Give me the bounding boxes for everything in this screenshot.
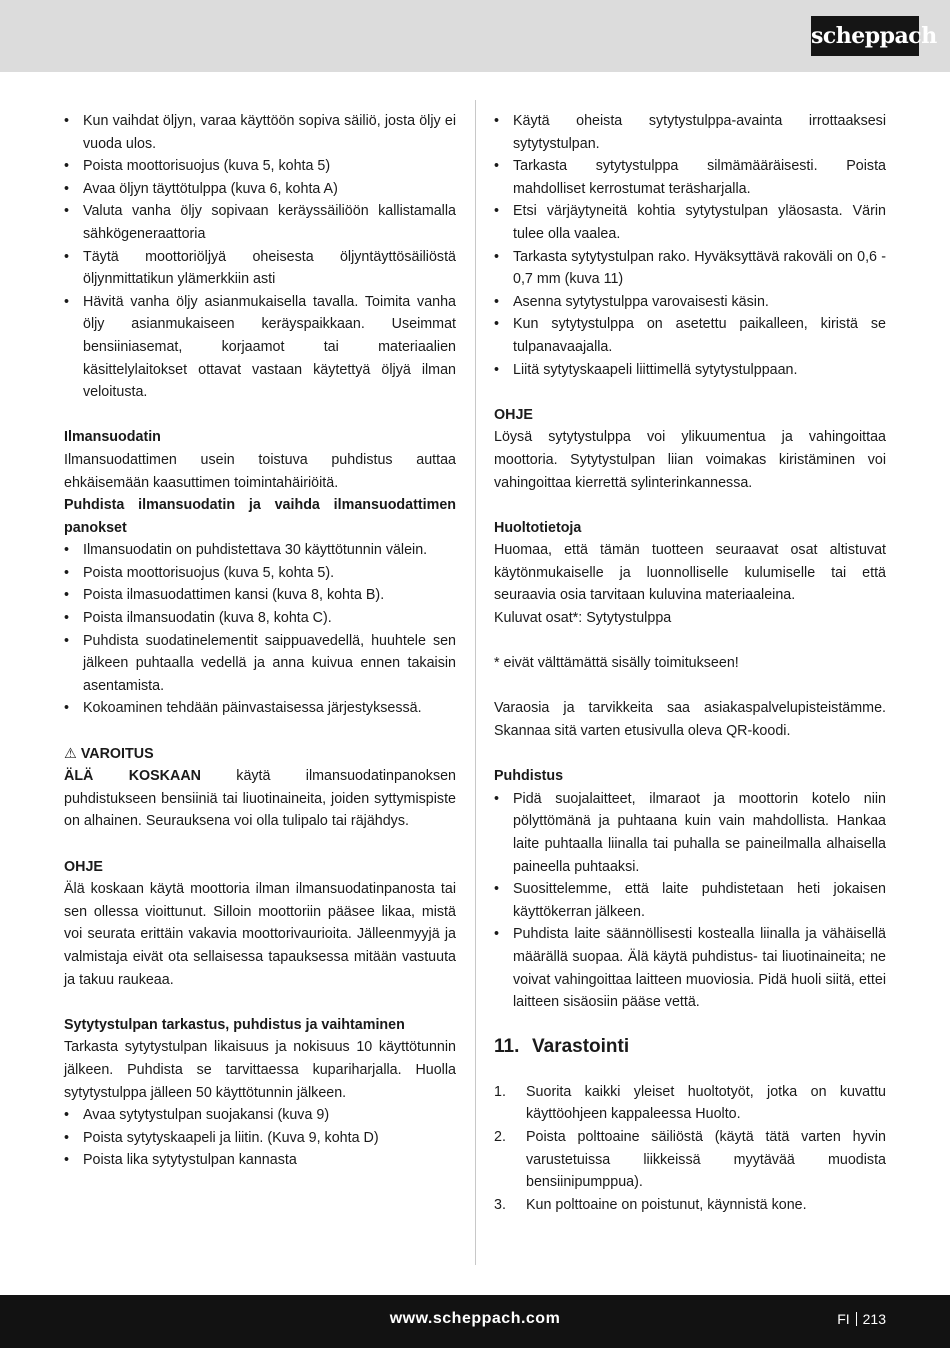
page-number: 213: [862, 1311, 886, 1327]
list-item: • Puhdista laite säännöllisesti kostealla liinalla ja vähäisellä määrällä suopaa. Älä käytä puhdistus- tai liuotinaineita; ne voivat vahingoittaa laitteen muoviosia. Pidä huoli siitä, ettei laitteen sisäosiin pääse vettä.: [494, 923, 886, 1013]
list-item: • Kun sytytystulppa on asetettu paikalleen, kiristä se tulpanavaajalla.: [494, 313, 886, 358]
list-item: • Täytä moottoriöljyä oheisesta öljyntäyttösäiliöstä öljynmittatikun ylämerkkiin asti: [64, 246, 456, 291]
language-code: FI: [837, 1311, 850, 1327]
list-item: • Poista ilmansuodatin (kuva 8, kohta C).: [64, 607, 456, 630]
list-item: • Puhdista suodatinelementit saippuavedellä, huuhtele sen jälkeen puhtaalla vedellä ja anna kuivua ennen takaisin asentamista.: [64, 630, 456, 698]
warning-triangle-icon: ⚠: [64, 745, 77, 762]
column-divider: [475, 100, 476, 1265]
list-item: • Kokoaminen tehdään päinvastaisessa järjestyksessä.: [64, 697, 456, 720]
cleaning-list: [494, 788, 886, 1014]
header-band: [0, 0, 950, 72]
list-item: • Pidä suojalaitteet, ilmaraot ja moottorin kotelo niin pölyttömänä ja puhtaana kuin vain mahdollista. Hankaa laite puhtaalla liinalla tai puhalla se paineilmalla alhaisella paineella puhtaaksi.: [494, 788, 886, 878]
spark-plug-text: Tarkasta sytytystulpan likaisuus ja nokisuus 10 käyttötunnin jälkeen. Puhdista se tarvittaessa kupariharjalla. Huolla sytytystulppa jälleen 50 käyttötunnin jälkeen.: [64, 1039, 456, 1101]
list-item: [494, 1081, 886, 1126]
spares-text: Varaosia ja tarvikkeita saa asiakaspalvelupisteistämme. Skannaa sitä varten etusivulla oleva QR-koodi.: [494, 700, 886, 740]
step-text: Poista polttoaine säiliöstä (käytä tätä varten hyvin varustetuissa liikkeissä myytävää muodista bensiinipumppua).: [526, 1128, 886, 1191]
storage-section-label: Varastointi: [532, 1035, 630, 1057]
right-column: [494, 110, 886, 1216]
service-text: Huomaa, että tämän tuotteen seuraavat osat altistuvat käytönmukaiselle ja luonnolliselle kulumiselle tai että seuraavia osia tarvitaan kuluvina materiaaleina.: [494, 542, 886, 604]
page-indicator: [837, 1311, 886, 1327]
warning-emphasis: ÄLÄ KOSKAAN: [64, 768, 201, 785]
footer-bar: [0, 1295, 950, 1348]
list-item: • Poista lika sytytystulpan kannasta: [64, 1149, 456, 1172]
warning-body: käytä ilmansuodatinpanoksen puhdistukseen bensiiniä tai liuotinaineita, joiden syttymispiste on alhainen. Seurauksena voi olla tulipalo tai räjähdys.: [64, 768, 456, 830]
storage-steps: [494, 1081, 886, 1217]
warning-heading: [64, 743, 456, 766]
list-item: • Kun vaihdat öljyn, varaa käyttöön sopiva säiliö, josta öljy ei vuoda ulos.: [64, 110, 456, 155]
step-number: 1.: [494, 1083, 506, 1100]
list-item: • Poista sytytyskaapeli ja liitin. (Kuva 9, kohta D): [64, 1127, 456, 1150]
list-item: • Asenna sytytystulppa varovaisesti käsin.: [494, 291, 886, 314]
storage-section-number: 11.: [494, 1035, 520, 1057]
service-heading: Huoltotietoja: [494, 519, 582, 536]
list-item: • Avaa öljyn täyttötulppa (kuva 6, kohta A): [64, 178, 456, 201]
spark-plug-list-continued: [494, 110, 886, 381]
page-separator: [856, 1312, 857, 1326]
step-number: 3.: [494, 1196, 506, 1213]
list-item: • Ilmansuodatin on puhdistettava 30 käyttötunnin välein.: [64, 539, 456, 562]
footnote: * eivät välttämättä sisälly toimitukseen!: [494, 655, 739, 672]
note2-heading: OHJE: [494, 406, 533, 423]
warning-label: VAROITUS: [80, 745, 154, 762]
list-item: • Tarkasta sytytystulppa silmämääräisesti. Poista mahdolliset kerrostumat teräsharjalla.: [494, 155, 886, 200]
brand-logo: scheppach: [811, 16, 919, 56]
list-item: • Liitä sytytyskaapeli liittimellä sytytystulppaan.: [494, 359, 886, 382]
warning-text: [64, 765, 456, 833]
note-heading: OHJE: [64, 858, 103, 875]
air-filter-heading: Ilmansuodatin: [64, 429, 161, 446]
list-item: • Suosittelemme, että laite puhdistetaan heti jokaisen käyttökerran jälkeen.: [494, 878, 886, 923]
oil-change-list: [64, 110, 456, 404]
air-filter-text: Ilmansuodattimen usein toistuva puhdistus auttaa ehkäisemään kaasuttimen toimintahäiriöitä.: [64, 451, 456, 491]
list-item: • Hävitä vanha öljy asianmukaisella tavalla. Toimita vanha öljy asianmukaiseen keräyspaikkaan. Useimmat bensiiniasemat, korjaamot tai materiaalien käsittelylaitokset ottavat vastaan käytettyä öljyä ilman veloitusta.: [64, 291, 456, 404]
footer-url: www.scheppach.com: [389, 1310, 561, 1327]
step-number: 2.: [494, 1128, 506, 1145]
note2-text: Löysä sytytystulppa voi ylikuumentua ja vahingoittaa moottoria. Sytytystulpan liian voimakas kiristäminen voi vahingoittaa kierrettä sylinterinkannessa.: [494, 429, 886, 491]
list-item: [494, 1194, 886, 1217]
clean-filter-heading: Puhdista ilmansuodatin ja vaihda ilmansuodattimen panokset: [64, 497, 456, 536]
spark-plug-list: [64, 1104, 456, 1172]
list-item: • Poista moottorisuojus (kuva 5, kohta 5): [64, 155, 456, 178]
air-filter-list: [64, 539, 456, 720]
list-item: • Käytä oheista sytytystulppa-avainta irrottaaksesi sytytystulpan.: [494, 110, 886, 155]
left-column: [64, 110, 456, 1172]
list-item: • Avaa sytytystulpan suojakansi (kuva 9): [64, 1104, 456, 1127]
list-item: • Etsi värjäytyneitä kohtia sytytystulpan yläosasta. Värin tulee olla vaalea.: [494, 200, 886, 245]
list-item: [494, 1126, 886, 1194]
list-item: • Poista ilmasuodattimen kansi (kuva 8, kohta B).: [64, 584, 456, 607]
step-text: Kun polttoaine on poistunut, käynnistä kone.: [526, 1196, 807, 1213]
list-item: • Tarkasta sytytystulpan rako. Hyväksyttävä rakoväli on 0,6 - 0,7 mm (kuva 11): [494, 246, 886, 291]
cleaning-heading: Puhdistus: [494, 768, 564, 785]
storage-section-title: [494, 1034, 886, 1060]
list-item: • Valuta vanha öljy sopivaan keräyssäiliöön kallistamalla sähkögeneraattoria: [64, 200, 456, 245]
step-text: Suorita kaikki yleiset huoltotyöt, jotka on kuvattu käyttöohjeen kappaleessa Huolto.: [526, 1083, 886, 1123]
wear-parts: Kuluvat osat*: Sytytystulppa: [494, 610, 672, 627]
list-item: • Poista moottorisuojus (kuva 5, kohta 5).: [64, 562, 456, 585]
note-text: Älä koskaan käytä moottoria ilman ilmansuodatinpanosta tai sen ollessa vioittunut. Silloin moottoriin pääsee likaa, mistä voi seurata erittäin vakavia moottorivaurioita. Jälleenmyyjä ja valmistaja eivät ota sellaisessa tapauksessa mitään vastuuta ja takuu raukeaa.: [64, 881, 456, 988]
spark-plug-heading: Sytytystulpan tarkastus, puhdistus ja vaihtaminen: [64, 1016, 405, 1033]
